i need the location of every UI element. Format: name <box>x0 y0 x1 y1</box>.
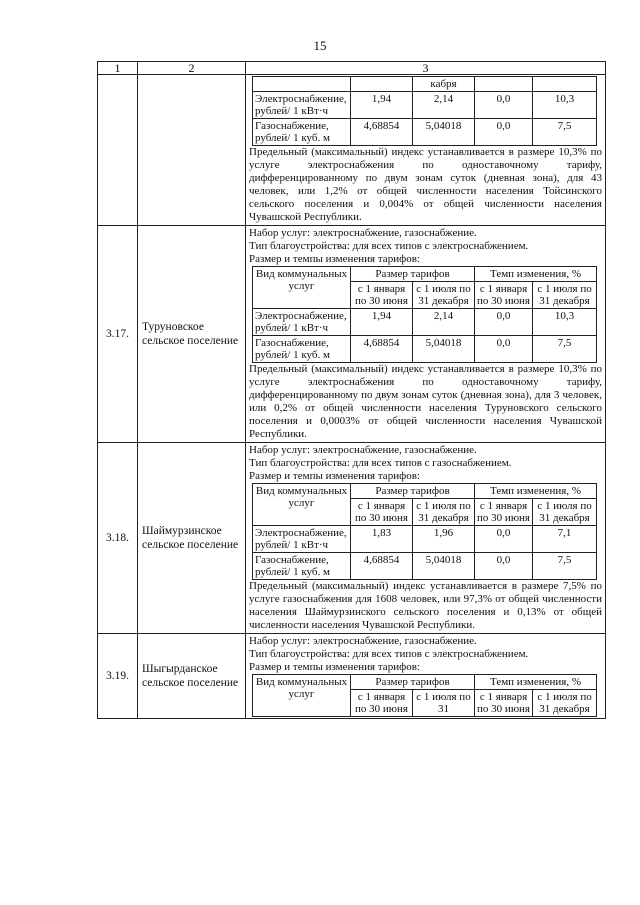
improvement-type: Тип благоустройства: для всех типов с газоснабжением. <box>249 457 512 469</box>
header-col-3: 3 <box>246 62 606 75</box>
period-header: с 1 июля по 31 <box>413 690 475 717</box>
improvement-type: Тип благоустройства: для всех типов с электроснабжением. <box>249 240 529 252</box>
rate-value: 10,3 <box>533 92 597 119</box>
rate-value: 0,0 <box>475 553 533 580</box>
rate-value: 7,5 <box>533 119 597 146</box>
improvement-type: Тип благоустройства: для всех типов с электроснабжением. <box>249 648 529 660</box>
rate-value: 0,0 <box>475 336 533 363</box>
period-header: с 1 июля по 31 декабря <box>413 499 475 526</box>
settlement-name: Шыгырданское сельское поселение <box>138 634 246 719</box>
period-header: с 1 января по 30 июня <box>475 282 533 309</box>
rate-change-header: Темп изменения, % <box>475 484 597 499</box>
period-header: с 1 января по 30 июня <box>351 499 413 526</box>
period-header: с 1 января по 30 июня <box>475 499 533 526</box>
section-number: 3.18. <box>98 443 138 634</box>
fragment-cell: кабря <box>413 77 475 92</box>
continuation-tariff-table <box>252 76 597 146</box>
period-header: с 1 июля по 31 декабря <box>533 690 597 717</box>
rate-value: 7,1 <box>533 526 597 553</box>
tariff-size-header: Размер тарифов <box>351 675 475 690</box>
tariff-size-header: Размер тарифов <box>351 484 475 499</box>
tariff-row-electricity <box>253 309 597 336</box>
tariff-value: 2,14 <box>413 92 475 119</box>
section-row-3-17 <box>98 226 606 443</box>
settlement-name: Шаймурзинское сельское поселение <box>138 443 246 634</box>
rate-value: 0,0 <box>475 119 533 146</box>
tariff-row-gas <box>253 553 597 580</box>
tariff-value: 1,94 <box>351 92 413 119</box>
service-name: Электроснабжение, рублей/ 1 кВт·ч <box>253 309 351 336</box>
rate-change-header: Темп изменения, % <box>475 675 597 690</box>
services-set: Набор услуг: электроснабжение, газоснабжение. <box>249 227 477 239</box>
tariff-table-3-17 <box>252 266 597 363</box>
period-header: с 1 июля по 31 декабря <box>533 499 597 526</box>
tariff-table-3-19 <box>252 674 597 717</box>
tariff-value: 2,14 <box>413 309 475 336</box>
tariff-row-electricity <box>253 526 597 553</box>
rate-value: 0,0 <box>475 526 533 553</box>
period-header: с 1 января по 30 июня <box>475 690 533 717</box>
tariff-value: 1,96 <box>413 526 475 553</box>
rate-value: 7,5 <box>533 336 597 363</box>
service-name: Электроснабжение, рублей/ 1 кВт·ч <box>253 526 351 553</box>
tariff-size-header: Размер тарифов <box>351 267 475 282</box>
settlement-name: Туруновское сельское поселение <box>138 226 246 443</box>
period-header: с 1 июля по 31 декабря <box>533 282 597 309</box>
rate-value: 0,0 <box>475 92 533 119</box>
service-name: Электроснабжение, рублей/ 1 кВт·ч <box>253 92 351 119</box>
tariff-value: 1,94 <box>351 309 413 336</box>
tariff-table-3-18 <box>252 483 597 580</box>
service-column-header: Вид коммунальных услуг <box>253 267 351 309</box>
tariff-value: 5,04018 <box>413 119 475 146</box>
period-header: с 1 января по 30 июня <box>351 690 413 717</box>
header-row <box>98 62 606 75</box>
rate-change-header: Темп изменения, % <box>475 267 597 282</box>
limit-index-note: Предельный (максимальный) индекс устанавливается в размере 10,3% по услуге электроснабжения по одноставочному тарифу, дифференцированному по двум зонам суток (дневная зона), для 3 человек, или 0,2% от общей численности населения Туруновского сельского поселения и 0,0003% от общей численности населения Чувашской Республики. <box>249 363 602 440</box>
service-name: Газоснабжение, рублей/ 1 куб. м <box>253 119 351 146</box>
rate-value: 10,3 <box>533 309 597 336</box>
rate-value: 7,5 <box>533 553 597 580</box>
period-header: с 1 января по 30 июня <box>351 282 413 309</box>
tariff-value: 4,68854 <box>351 553 413 580</box>
section-row-3-19 <box>98 634 606 719</box>
service-column-header: Вид коммунальных услуг <box>253 484 351 526</box>
service-name: Газоснабжение, рублей/ 1 куб. м <box>253 553 351 580</box>
tariff-size-title: Размер и темпы изменения тарифов: <box>249 253 420 265</box>
tariff-row-gas <box>253 336 597 363</box>
services-set: Набор услуг: электроснабжение, газоснабжение. <box>249 635 477 647</box>
header-col-1: 1 <box>98 62 138 75</box>
section-number: 3.17. <box>98 226 138 443</box>
limit-index-note: Предельный (максимальный) индекс устанавливается в размере 7,5% по услуге газоснабжения для 1608 человек, или 97,3% от общей численности населения Шаймурзинского сельского поселения и 0,13% от общей численности населения Чувашской Республики. <box>249 580 602 631</box>
tariff-size-title: Размер и темпы изменения тарифов: <box>249 661 420 673</box>
header-col-2: 2 <box>138 62 246 75</box>
tariff-size-title: Размер и темпы изменения тарифов: <box>249 470 420 482</box>
services-set: Набор услуг: электроснабжение, газоснабжение. <box>249 444 477 456</box>
tariff-row-gas <box>253 119 597 146</box>
tariff-value: 1,83 <box>351 526 413 553</box>
tariff-row-electricity <box>253 92 597 119</box>
tariff-value: 5,04018 <box>413 336 475 363</box>
service-name: Газоснабжение, рублей/ 1 куб. м <box>253 336 351 363</box>
continuation-row <box>98 75 606 226</box>
tariff-value: 4,68854 <box>351 336 413 363</box>
limit-index-note: Предельный (максимальный) индекс устанавливается в размере 10,3% по услуге электроснабжения по одноставочному тарифу, дифференцированному по двум зонам суток (дневная зона), для 43 человек, или 1,2% от общей численности населения Тойсинского сельского поселения и 0,004% от общей численности населения Чувашской Республики. <box>249 146 602 223</box>
rate-value: 0,0 <box>475 309 533 336</box>
tariff-value: 4,68854 <box>351 119 413 146</box>
tariff-table <box>97 61 606 719</box>
service-column-header: Вид коммунальных услуг <box>253 675 351 717</box>
period-header: с 1 июля по 31 декабря <box>413 282 475 309</box>
tariff-value: 5,04018 <box>413 553 475 580</box>
section-row-3-18 <box>98 443 606 634</box>
page-number: 15 <box>313 38 327 53</box>
section-number: 3.19. <box>98 634 138 719</box>
